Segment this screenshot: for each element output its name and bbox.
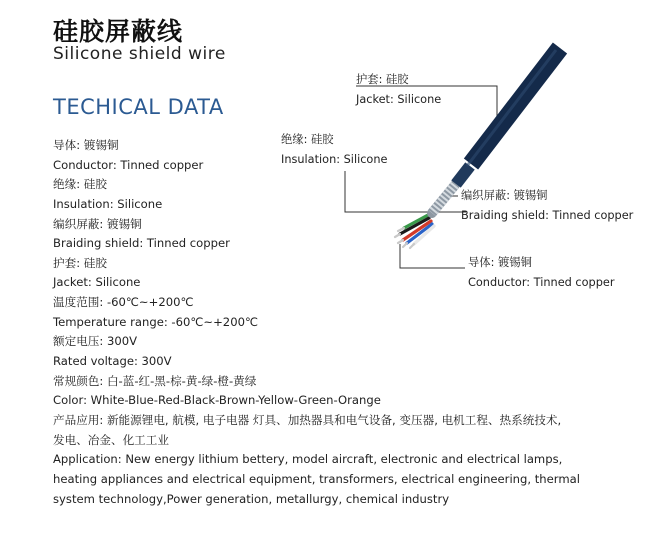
jacket-callout-en: Jacket: Silicone [356,93,442,106]
callout-leader-lines [345,86,497,268]
cable-jacket-highlight [467,50,556,166]
jacket-callout-zh: 护套: 硅胶 [356,73,409,86]
braiding-callout-zh: 编织屏蔽: 镀锡铜 [461,189,548,202]
page-title-english: Silicone shield wire [53,44,226,64]
spec-line: Conductor: Tinned copper [53,157,204,172]
insulation-layer [456,166,470,184]
braiding-callout [461,186,633,226]
conductor-callout-zh: 导体: 镀锡铜 [468,256,532,269]
spec-line: 常规颜色: 白-蓝-红-黑-棕-黄-绿-橙-黄绿 [53,373,257,388]
spec-line: 产品应用: 新能源锂电, 航模, 电子电器 灯具、加热器具和电气设备, 变压器, 电机工程、热系统技术, [53,412,562,427]
conductor-callout-en: Conductor: Tinned copper [468,276,615,289]
spec-line: Rated voltage: 300V [53,354,172,369]
insulation-callout [281,130,387,170]
spec-line: Braiding shield: Tinned copper [53,236,230,251]
insulation-callout-en: Insulation: Silicone [281,153,388,166]
spec-line: 绝缘: 硅胶 [53,177,107,192]
spec-line: Insulation: Silicone [53,196,163,211]
spec-line: Jacket: Silicone [53,275,141,290]
spec-line: 温度范围: -60℃~+200℃ [53,295,194,310]
spec-line: 编织屏蔽: 镀锡铜 [53,216,142,231]
tinned-tip [395,234,400,237]
section-title: TECHICAL DATA [53,95,224,119]
spec-line: system technology,Power generation, metallurgy, chemical industry [53,491,450,506]
jacket-callout [356,70,441,110]
spec-line: 额定电压: 300V [53,334,138,349]
spec-line: Application: New energy lithium bettery, model aircraft, electronic and electrical lamps, [53,452,563,467]
conductor-wires [395,215,434,248]
spec-line: Temperature range: -60℃~+200℃ [53,314,258,329]
spec-line: 导体: 镀锡铜 [53,138,119,152]
braiding-callout-en: Braiding shield: Tinned copper [461,209,634,222]
tinned-tip [410,244,414,248]
cable-jacket [471,48,560,164]
spec-line: Color: White-Blue-Red-Black-Brown-Yellow-Green-Orange [53,393,381,408]
tinned-tip [403,243,407,247]
tinned-tip [398,240,403,243]
spec-line: 护套: 硅胶 [53,255,107,270]
insulation-callout-zh: 绝缘: 硅胶 [281,133,334,146]
spec-line: 发电、冶金、化工工业 [53,432,169,447]
spec-line: heating appliances and electrical equipment, transformers, electrical engineering, thermal [53,471,580,486]
conductor-callout [468,253,614,293]
page-title-chinese: 硅胶屏蔽线 [53,17,184,46]
